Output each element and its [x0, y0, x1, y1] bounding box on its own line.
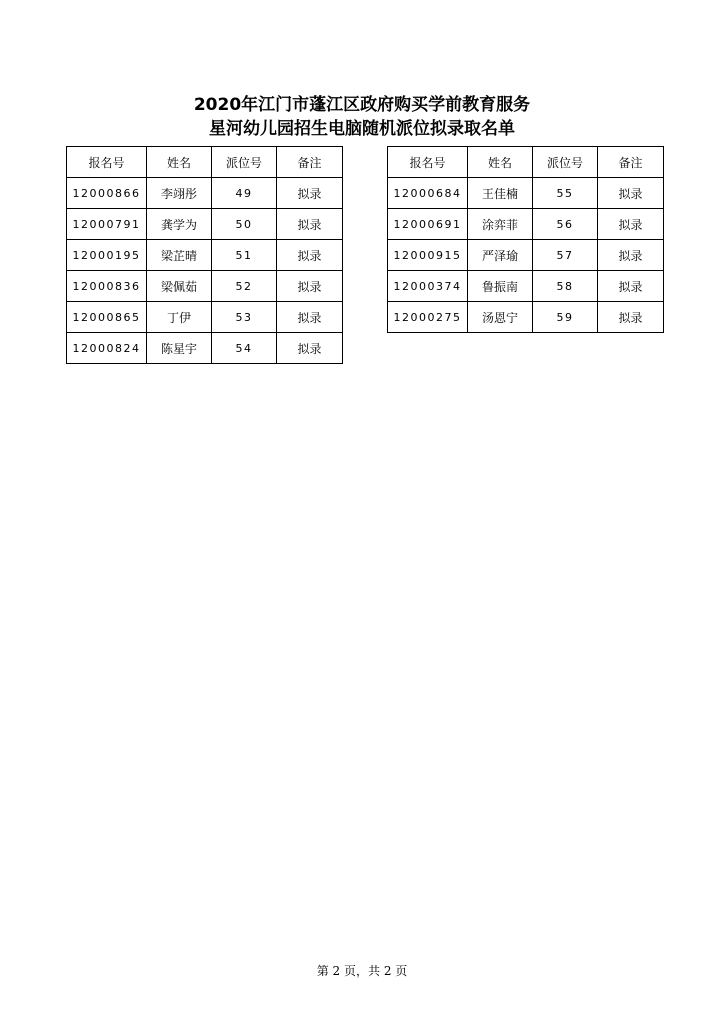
registration-number-cell: 12000275 [388, 302, 468, 333]
column-header: 姓名 [147, 147, 212, 178]
table-header-row [388, 147, 664, 178]
remark-cell: 拟录 [277, 178, 343, 209]
column-header: 派位号 [212, 147, 277, 178]
page-title-line1: 2020年江门市蓬江区政府购买学前教育服务 [193, 95, 531, 115]
table-row [388, 271, 664, 302]
remark-cell: 拟录 [277, 240, 343, 271]
registration-number-cell: 12000691 [388, 209, 468, 240]
registration-number-cell: 12000865 [67, 302, 147, 333]
lottery-number-cell: 56 [533, 209, 598, 240]
name-cell: 梁芷晴 [147, 240, 212, 271]
lottery-number-cell: 58 [533, 271, 598, 302]
registration-number-cell: 12000836 [67, 271, 147, 302]
page-footer: 第 2 页，共 2 页 [316, 964, 408, 978]
column-header: 姓名 [468, 147, 533, 178]
table-row [388, 178, 664, 209]
lottery-number-cell: 50 [212, 209, 277, 240]
name-cell: 涂弈菲 [468, 209, 533, 240]
column-header: 备注 [598, 147, 664, 178]
column-header: 派位号 [533, 147, 598, 178]
lottery-number-cell: 49 [212, 178, 277, 209]
table-row [67, 240, 343, 271]
registration-number-cell: 12000374 [388, 271, 468, 302]
table-row [67, 271, 343, 302]
registration-number-cell: 12000791 [67, 209, 147, 240]
registration-number-cell: 12000915 [388, 240, 468, 271]
name-cell: 鲁振南 [468, 271, 533, 302]
registration-number-cell: 12000195 [67, 240, 147, 271]
table-row [67, 178, 343, 209]
table-row [388, 302, 664, 333]
name-cell: 汤恩宁 [468, 302, 533, 333]
lottery-number-cell: 52 [212, 271, 277, 302]
registration-number-cell: 12000684 [388, 178, 468, 209]
table-row [388, 240, 664, 271]
table-header-row [67, 147, 343, 178]
registration-number-cell: 12000866 [67, 178, 147, 209]
name-cell: 王佳楠 [468, 178, 533, 209]
table-row [67, 209, 343, 240]
page-title-line2: 星河幼儿园招生电脑随机派位拟录取名单 [209, 119, 515, 139]
remark-cell: 拟录 [277, 302, 343, 333]
lottery-number-cell: 54 [212, 333, 277, 364]
name-cell: 龚学为 [147, 209, 212, 240]
name-cell: 李翊彤 [147, 178, 212, 209]
remark-cell: 拟录 [277, 209, 343, 240]
name-cell: 严泽瑜 [468, 240, 533, 271]
registration-number-cell: 12000824 [67, 333, 147, 364]
name-cell: 丁伊 [147, 302, 212, 333]
remark-cell: 拟录 [598, 209, 664, 240]
remark-cell: 拟录 [277, 333, 343, 364]
column-header: 备注 [277, 147, 343, 178]
name-cell: 梁佩茹 [147, 271, 212, 302]
lottery-number-cell: 57 [533, 240, 598, 271]
table-row [388, 209, 664, 240]
remark-cell: 拟录 [598, 271, 664, 302]
table-row [67, 302, 343, 333]
column-header: 报名号 [67, 147, 147, 178]
remark-cell: 拟录 [598, 178, 664, 209]
lottery-number-cell: 55 [533, 178, 598, 209]
remark-cell: 拟录 [277, 271, 343, 302]
admission-table-right [387, 146, 664, 333]
lottery-number-cell: 59 [533, 302, 598, 333]
remark-cell: 拟录 [598, 302, 664, 333]
lottery-number-cell: 53 [212, 302, 277, 333]
remark-cell: 拟录 [598, 240, 664, 271]
table-row [67, 333, 343, 364]
lottery-number-cell: 51 [212, 240, 277, 271]
column-header: 报名号 [388, 147, 468, 178]
admission-table-left [66, 146, 343, 364]
name-cell: 陈星宇 [147, 333, 212, 364]
